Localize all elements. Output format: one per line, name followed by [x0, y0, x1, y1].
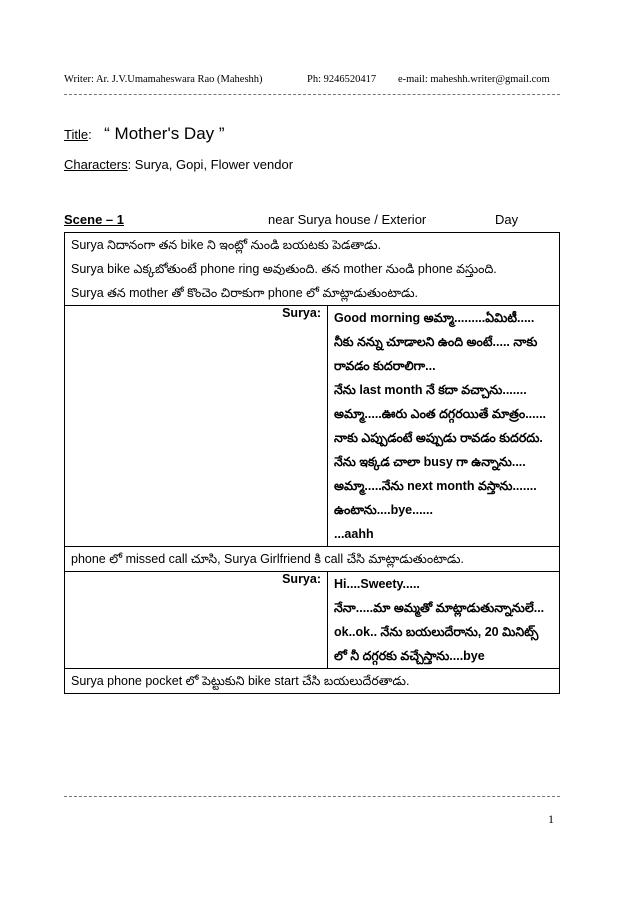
dialogue-line: Hi....Sweety..... — [334, 577, 420, 591]
dialogue-line: ఉంటాను....bye...... — [334, 503, 433, 517]
dialogue-line: ok..ok.. నేను బయలుదేరాను, 20 మినిట్స్ — [334, 625, 539, 639]
footer-divider — [64, 796, 560, 797]
dialogue-line: నేనా.....మా అమ్మతో మాట్లాడుతున్నానులే... — [334, 601, 545, 615]
dialogue-block — [328, 306, 560, 547]
script-table — [64, 232, 560, 694]
dialogue-line: నాకు ఎప్పుడంటే అప్పుడు రావడం కుదరదు. — [334, 431, 543, 445]
scene-location: near Surya house / Exterior — [268, 212, 427, 227]
header-phone: Ph: 9246520417 — [307, 74, 377, 85]
dialogue-line: Good morning అమ్మా.........ఏమిటీ..... — [334, 311, 535, 325]
action-line: Surya నిదానంగా తన bike ని ఇంట్లో నుండి బయటకు పెడతాడు. — [71, 238, 382, 252]
action-line: Surya bike ఎక్కబోతుంటే phone ring అవుతుంది. తన mother నుండి phone వస్తుంది. — [71, 262, 497, 276]
dialogue-row — [65, 572, 560, 669]
action-line: Surya తన mother తో కొంచెం చిరాకుగా phone లో మాట్లాడుతుంటాడు. — [71, 286, 419, 300]
title-colon: : — [88, 127, 92, 142]
dialogue-line: నేను ఇక్కడ చాలా busy గా ఉన్నాను.... — [334, 455, 526, 469]
characters-label: Characters — [64, 157, 128, 172]
characters-list: : Surya, Gopi, Flower vendor — [127, 157, 294, 172]
dialogue-line: అమ్మా.....నేను next month వస్తాను....... — [334, 479, 537, 493]
action-line: phone లో missed call చూసి, Surya Girlfriend కి call చేసి మాట్లాడుతుంటాడు. — [71, 552, 464, 566]
dialogue-line: లో నీ దగ్గరకు వచ్చేస్తాను....bye — [334, 649, 485, 663]
action-row — [65, 233, 560, 306]
characters-row — [64, 157, 293, 172]
dialogue-block — [328, 572, 560, 669]
scene-number: Scene – 1 — [64, 212, 124, 227]
action-row — [65, 547, 560, 572]
action-block — [65, 547, 560, 572]
scene-time: Day — [495, 212, 519, 227]
title-label: Title — [64, 127, 89, 142]
action-block — [65, 233, 560, 306]
dialogue-line: నీకు నన్ను చూడాలని ఉంది అంటే..... నాకు — [334, 335, 538, 349]
dialogue-line: రావడం కుదరాలిగా... — [334, 359, 436, 373]
header-divider — [64, 94, 560, 95]
speaker-name: Surya: — [65, 306, 328, 547]
script-title: “ Mother's Day ” — [104, 124, 225, 143]
action-block — [65, 669, 560, 694]
header-email: e-mail: maheshh.writer@gmail.com — [398, 74, 550, 85]
dialogue-line: ...aahh — [334, 527, 374, 541]
dialogue-row — [65, 306, 560, 547]
page-number: 1 — [548, 812, 554, 826]
dialogue-line: నేను last month నే కదా వచ్చాను....... — [334, 383, 527, 397]
dialogue-line: అమ్మా.....ఊరు ఎంత దగ్గరయితే మాత్రం...... — [334, 407, 547, 421]
action-line: Surya phone pocket లో పెట్టుకుని bike start చేసి బయలుదేరతాడు. — [71, 674, 410, 688]
header-writer: Writer: Ar. J.V.Umamaheswara Rao (Maheshh) — [64, 74, 263, 85]
title-row — [64, 124, 225, 144]
speaker-name: Surya: — [65, 572, 328, 669]
action-row — [65, 669, 560, 694]
